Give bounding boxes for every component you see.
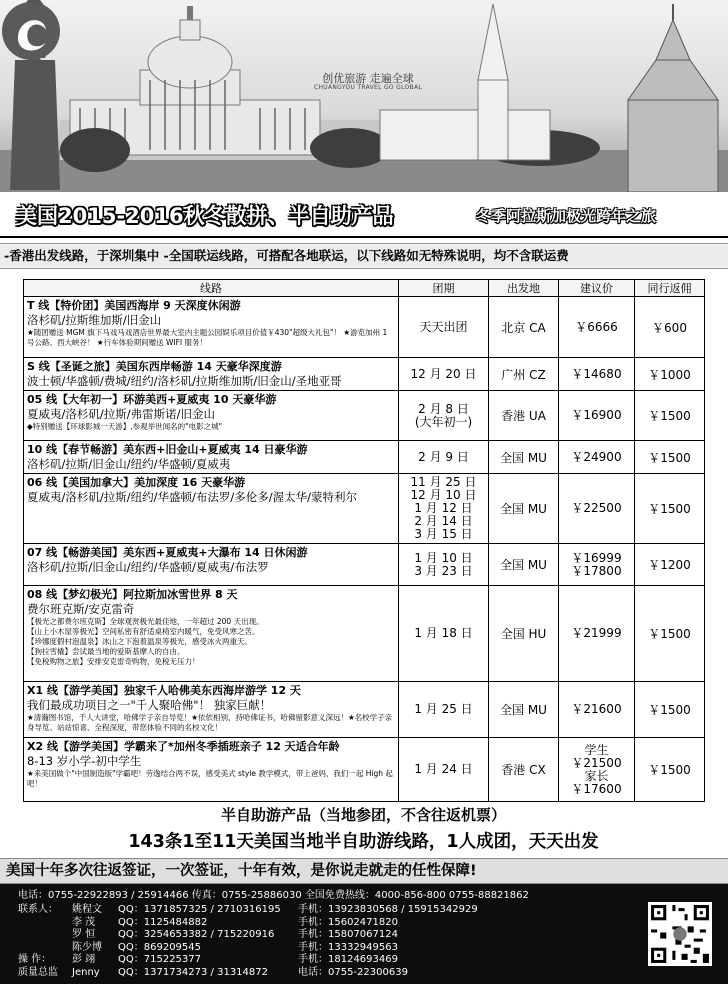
routes-table [23, 279, 705, 802]
dates-cell [399, 297, 489, 358]
qr-code-icon [648, 902, 712, 966]
origin-cell: 全国 MU [489, 544, 559, 586]
price-value: ￥21600 [571, 702, 622, 716]
route-cities: 波士顿/华盛顿/费城/纽约/洛杉矶/拉斯维加斯/旧金山/圣地亚哥 [27, 374, 342, 388]
table-row [24, 358, 705, 391]
rebate-cell: ￥1500 [635, 441, 705, 474]
price-value: ￥24900 [571, 449, 622, 464]
origin-cell: 广州 CZ [489, 358, 559, 391]
contact-label: 联系人： [18, 904, 58, 915]
contact-mobile: 手机：13923830568 / 15915342929 [298, 904, 478, 915]
price-cell [559, 474, 635, 544]
route-note: 【山上小木屋等极光】空间私密有舒适桌椅室内暖气，免受风寒之苦。 [27, 627, 260, 636]
route-cities: 洛杉矶/拉斯/旧金山/纽约/华盛顿/夏威夷/布法罗 [27, 560, 269, 574]
route-name: T 线【特价团】美国西海岸 9 天深度休闲游 [27, 299, 241, 312]
route-name: 05 线【大年初一】环游美西+夏威夷 10 天豪华游 [27, 393, 277, 406]
table-row [24, 586, 705, 682]
route-cities: 夏威夷/洛杉矶/拉斯/纽约/华盛顿/布法罗/多伦多/渥太华/蒙特利尔 [27, 490, 357, 504]
contact-qq: QQ：1125484882 [118, 916, 208, 928]
header-origin: 出发地 [489, 280, 559, 297]
tour-date: (大年初一) [414, 414, 473, 429]
contact-qq: QQ：869209545 [118, 941, 202, 953]
route-note: 【极光之都费尔班克斯】全球观赏极光最佳地，一年超过 200 天出现。 [27, 617, 264, 626]
semi-auto-title: 半自助游产品（当地参团，不含往返机票） [220, 806, 506, 824]
price-cell [559, 358, 635, 391]
table-row [24, 682, 705, 738]
price-value: ￥17600 [571, 781, 622, 796]
route-cities: 我们最成功项目之一"千人聚哈佛"！ 独家巨献！ [27, 698, 272, 712]
route-note: ◆特别赠送【环球影城一天游】,参观举世闻名的"电影之城" [27, 422, 223, 431]
contact-qq: QQ：1371857325 / 2710316195 [118, 904, 281, 915]
tour-date: 1 月 24 日 [414, 762, 473, 776]
route-note: ★清瀚图书馆，千人大讲堂，哈佛学子亲自导览！★依依相别，持哈佛证书，哈佛留影意义深远！★名校学子亲身导览、站站惊喜、全程深度，带您体验不同的名校文化！ [27, 713, 393, 732]
route-name: 07 线【畅游美国】美东西+夏威夷+大瀑布 14 日休闲游 [27, 546, 308, 559]
rebate-cell: ￥1000 [635, 358, 705, 391]
rebate-cell: ￥1500 [635, 474, 705, 544]
dates-cell [399, 738, 489, 802]
contact-mobile: 手机：18124693469 [298, 954, 398, 965]
route-name: 06 线【美国加拿大】美加深度 16 天豪华游 [27, 476, 246, 489]
dates-cell [399, 358, 489, 391]
dates-cell [399, 441, 489, 474]
route-note: 【免税购物之旅】安排安克雷奇购物，免税无压力！ [27, 657, 200, 666]
contact-name: 李 茂 [72, 916, 96, 928]
header-price: 建议价 [559, 280, 635, 297]
contact-label: 操 作： [18, 954, 52, 965]
footer-phone-row: 电话：0755-22922893 / 25914466 传真：0755-25886030 全国免费热线：4000-856-800 0755-88821862 [18, 890, 529, 901]
dates-cell [399, 586, 489, 682]
dates-cell [399, 474, 489, 544]
route-cell [24, 474, 399, 544]
route-cell [24, 358, 399, 391]
route-cell [24, 297, 399, 358]
dates-cell [399, 682, 489, 738]
price-value: ￥16900 [571, 408, 622, 422]
price-value: ￥14680 [571, 366, 622, 381]
header-rebate: 同行返佣 [635, 280, 705, 297]
route-note: ★随团赠送 MGM 旗下马戏马戏酒店世界最大室内主题公园娱乐项目价值￥430"超级大礼包"！ ★游览加州 1 号公路、西大峡谷！ ★行车体验期间赠送 WIFI 服务！ [27, 328, 388, 347]
contact-name: 陈少博 [72, 941, 102, 953]
contact-mobile: 手机：15602471820 [298, 916, 398, 928]
contact-mobile: 手机：13332949563 [298, 941, 398, 953]
origin-cell: 全国 MU [489, 441, 559, 474]
route-note: 【狗拉雪橇】尝试最当地的爱斯基摩人的自由。 [27, 647, 185, 656]
contact-name: Jenny [72, 966, 100, 978]
tour-date: 天天出团 [419, 319, 468, 334]
route-cell [24, 544, 399, 586]
route-name: 08 线【梦幻极光】阿拉斯加冰雪世界 8 天 [27, 588, 238, 601]
route-cell [24, 441, 399, 474]
route-cities: 8-13 岁小学-初中学生 [27, 754, 142, 768]
tour-date: 2 月 14 日 [414, 514, 473, 528]
brand-name-cn: 创优旅游 走遍全球 [322, 72, 414, 85]
table-row [24, 544, 705, 586]
price-cell [559, 682, 635, 738]
route-name: S 线【圣诞之旅】美国东西岸畅游 14 天豪华深度游 [27, 360, 282, 373]
page-title: 美国2015-2016秋冬散拼、半自助产品 [16, 204, 394, 228]
price-value: ￥21999 [571, 626, 622, 640]
table-row [24, 738, 705, 802]
route-cell [24, 682, 399, 738]
header-route: 线路 [24, 280, 399, 297]
page-subtitle: 冬季阿拉斯加极光跨年之旅 [476, 207, 657, 225]
rebate-cell: ￥1500 [635, 738, 705, 802]
price-value: ￥22500 [571, 501, 622, 515]
route-cities: 洛杉矶/拉斯维加斯/旧金山 [27, 313, 162, 327]
title-strip [0, 192, 728, 238]
contact-qq: QQ：715225377 [118, 954, 202, 965]
origin-cell: 北京 CA [489, 297, 559, 358]
rebate-cell: ￥1500 [635, 682, 705, 738]
visa-banner: 美国十年多次往返签证，一次签证，十年有效，是你说走就走的任性保障! [0, 858, 728, 884]
price-value: 家长 [584, 768, 609, 783]
contact-footer [0, 884, 728, 984]
origin-cell: 全国 HU [489, 586, 559, 682]
rebate-cell: ￥1200 [635, 544, 705, 586]
semi-auto-section [23, 801, 704, 856]
header-dates: 团期 [399, 280, 489, 297]
tour-date: 3 月 15 日 [414, 527, 473, 541]
table-row [24, 297, 705, 358]
tour-date: 1 月 18 日 [414, 626, 473, 640]
tour-date: 1 月 25 日 [414, 702, 473, 716]
route-cell [24, 586, 399, 682]
tour-date: 12 月 10 日 [410, 488, 477, 502]
price-cell [559, 297, 635, 358]
route-note: 【珍娜度假村泡温泉】冰山之下泡着温泉等极光，感受冰火两重天。 [27, 637, 252, 646]
origin-cell: 香港 CX [489, 738, 559, 802]
tour-date: 3 月 23 日 [414, 563, 473, 578]
price-cell [559, 738, 635, 802]
route-cities: 夏威夷/洛杉矶/拉斯/弗雷斯诺/旧金山 [27, 407, 215, 421]
origin-cell: 全国 MU [489, 474, 559, 544]
contact-name: 彭 翊 [72, 954, 96, 965]
tour-date: 1 月 12 日 [414, 501, 473, 515]
contact-mobile: 手机：15807067124 [298, 929, 398, 940]
price-value: ￥6666 [575, 319, 618, 334]
route-name: X1 线【游学美国】独家千人哈佛美东西海岸游学 12 天 [27, 684, 301, 697]
contact-name: 罗 恒 [72, 929, 96, 940]
price-cell [559, 586, 635, 682]
price-cell [559, 441, 635, 474]
contact-mobile: 电话：0755-22300639 [298, 966, 408, 978]
table-row [24, 441, 705, 474]
price-value: ￥21500 [571, 755, 622, 770]
table-row [24, 474, 705, 544]
route-note: ★来美国做个"中国制造版"学霸吧！劳逸结合两不误，感受美式 style 教学模式，带上爸妈，我们一起 High 起吧！ [27, 769, 393, 788]
table-header-row [24, 280, 705, 297]
header-banner [0, 0, 728, 192]
tour-date: 12 月 20 日 [410, 366, 477, 381]
rebate-cell: ￥1500 [635, 391, 705, 441]
semi-auto-desc: 143条1至11天美国当地半自助游线路，1人成团，天天出发 [128, 832, 599, 852]
brand-name-en: CHUANGYOU TRAVEL GO GLOBAL [314, 84, 422, 91]
tour-date: 2 月 8 日 [418, 401, 469, 416]
contact-label: 质量总监 [18, 966, 58, 978]
origin-cell: 香港 UA [489, 391, 559, 441]
tour-date: 11 月 25 日 [410, 475, 477, 489]
route-name: X2 线【游学美国】学霸来了*加州冬季插班亲子 12 天适合年龄 [27, 740, 340, 753]
route-cities: 费尔班克斯/安克雷奇 [27, 602, 135, 616]
table-row [24, 391, 705, 441]
rebate-cell: ￥600 [635, 297, 705, 358]
tour-date: 1 月 10 日 [414, 550, 473, 565]
skyline-illustration [0, 0, 728, 192]
dates-cell [399, 544, 489, 586]
origin-cell: 全国 MU [489, 682, 559, 738]
price-value: ￥16999 [571, 550, 622, 565]
contact-qq: QQ：3254653382 / 715220916 [118, 929, 275, 940]
price-value: 学生 [584, 742, 609, 757]
contact-name: 姚程文 [72, 904, 102, 915]
route-cell [24, 738, 399, 802]
price-cell [559, 391, 635, 441]
route-cell [24, 391, 399, 441]
route-cities: 洛杉矶/拉斯/旧金山/纽约/华盛顿/夏威夷 [27, 457, 231, 471]
route-note: -香港出发线路，于深圳集中 -全国联运线路，可搭配各地联运，以下线路如无特殊说明，均不含联运费 [0, 243, 728, 269]
price-value: ￥17800 [571, 563, 622, 578]
route-name: 10 线【春节畅游】美东西+旧金山+夏威夷 14 日豪华游 [27, 443, 308, 456]
tour-date: 2 月 9 日 [418, 449, 469, 464]
dates-cell [399, 391, 489, 441]
contact-qq: QQ：1371734273 / 31314872 [118, 966, 268, 978]
brand-logo-icon [0, 0, 62, 62]
price-cell [559, 544, 635, 586]
rebate-cell: ￥1500 [635, 586, 705, 682]
